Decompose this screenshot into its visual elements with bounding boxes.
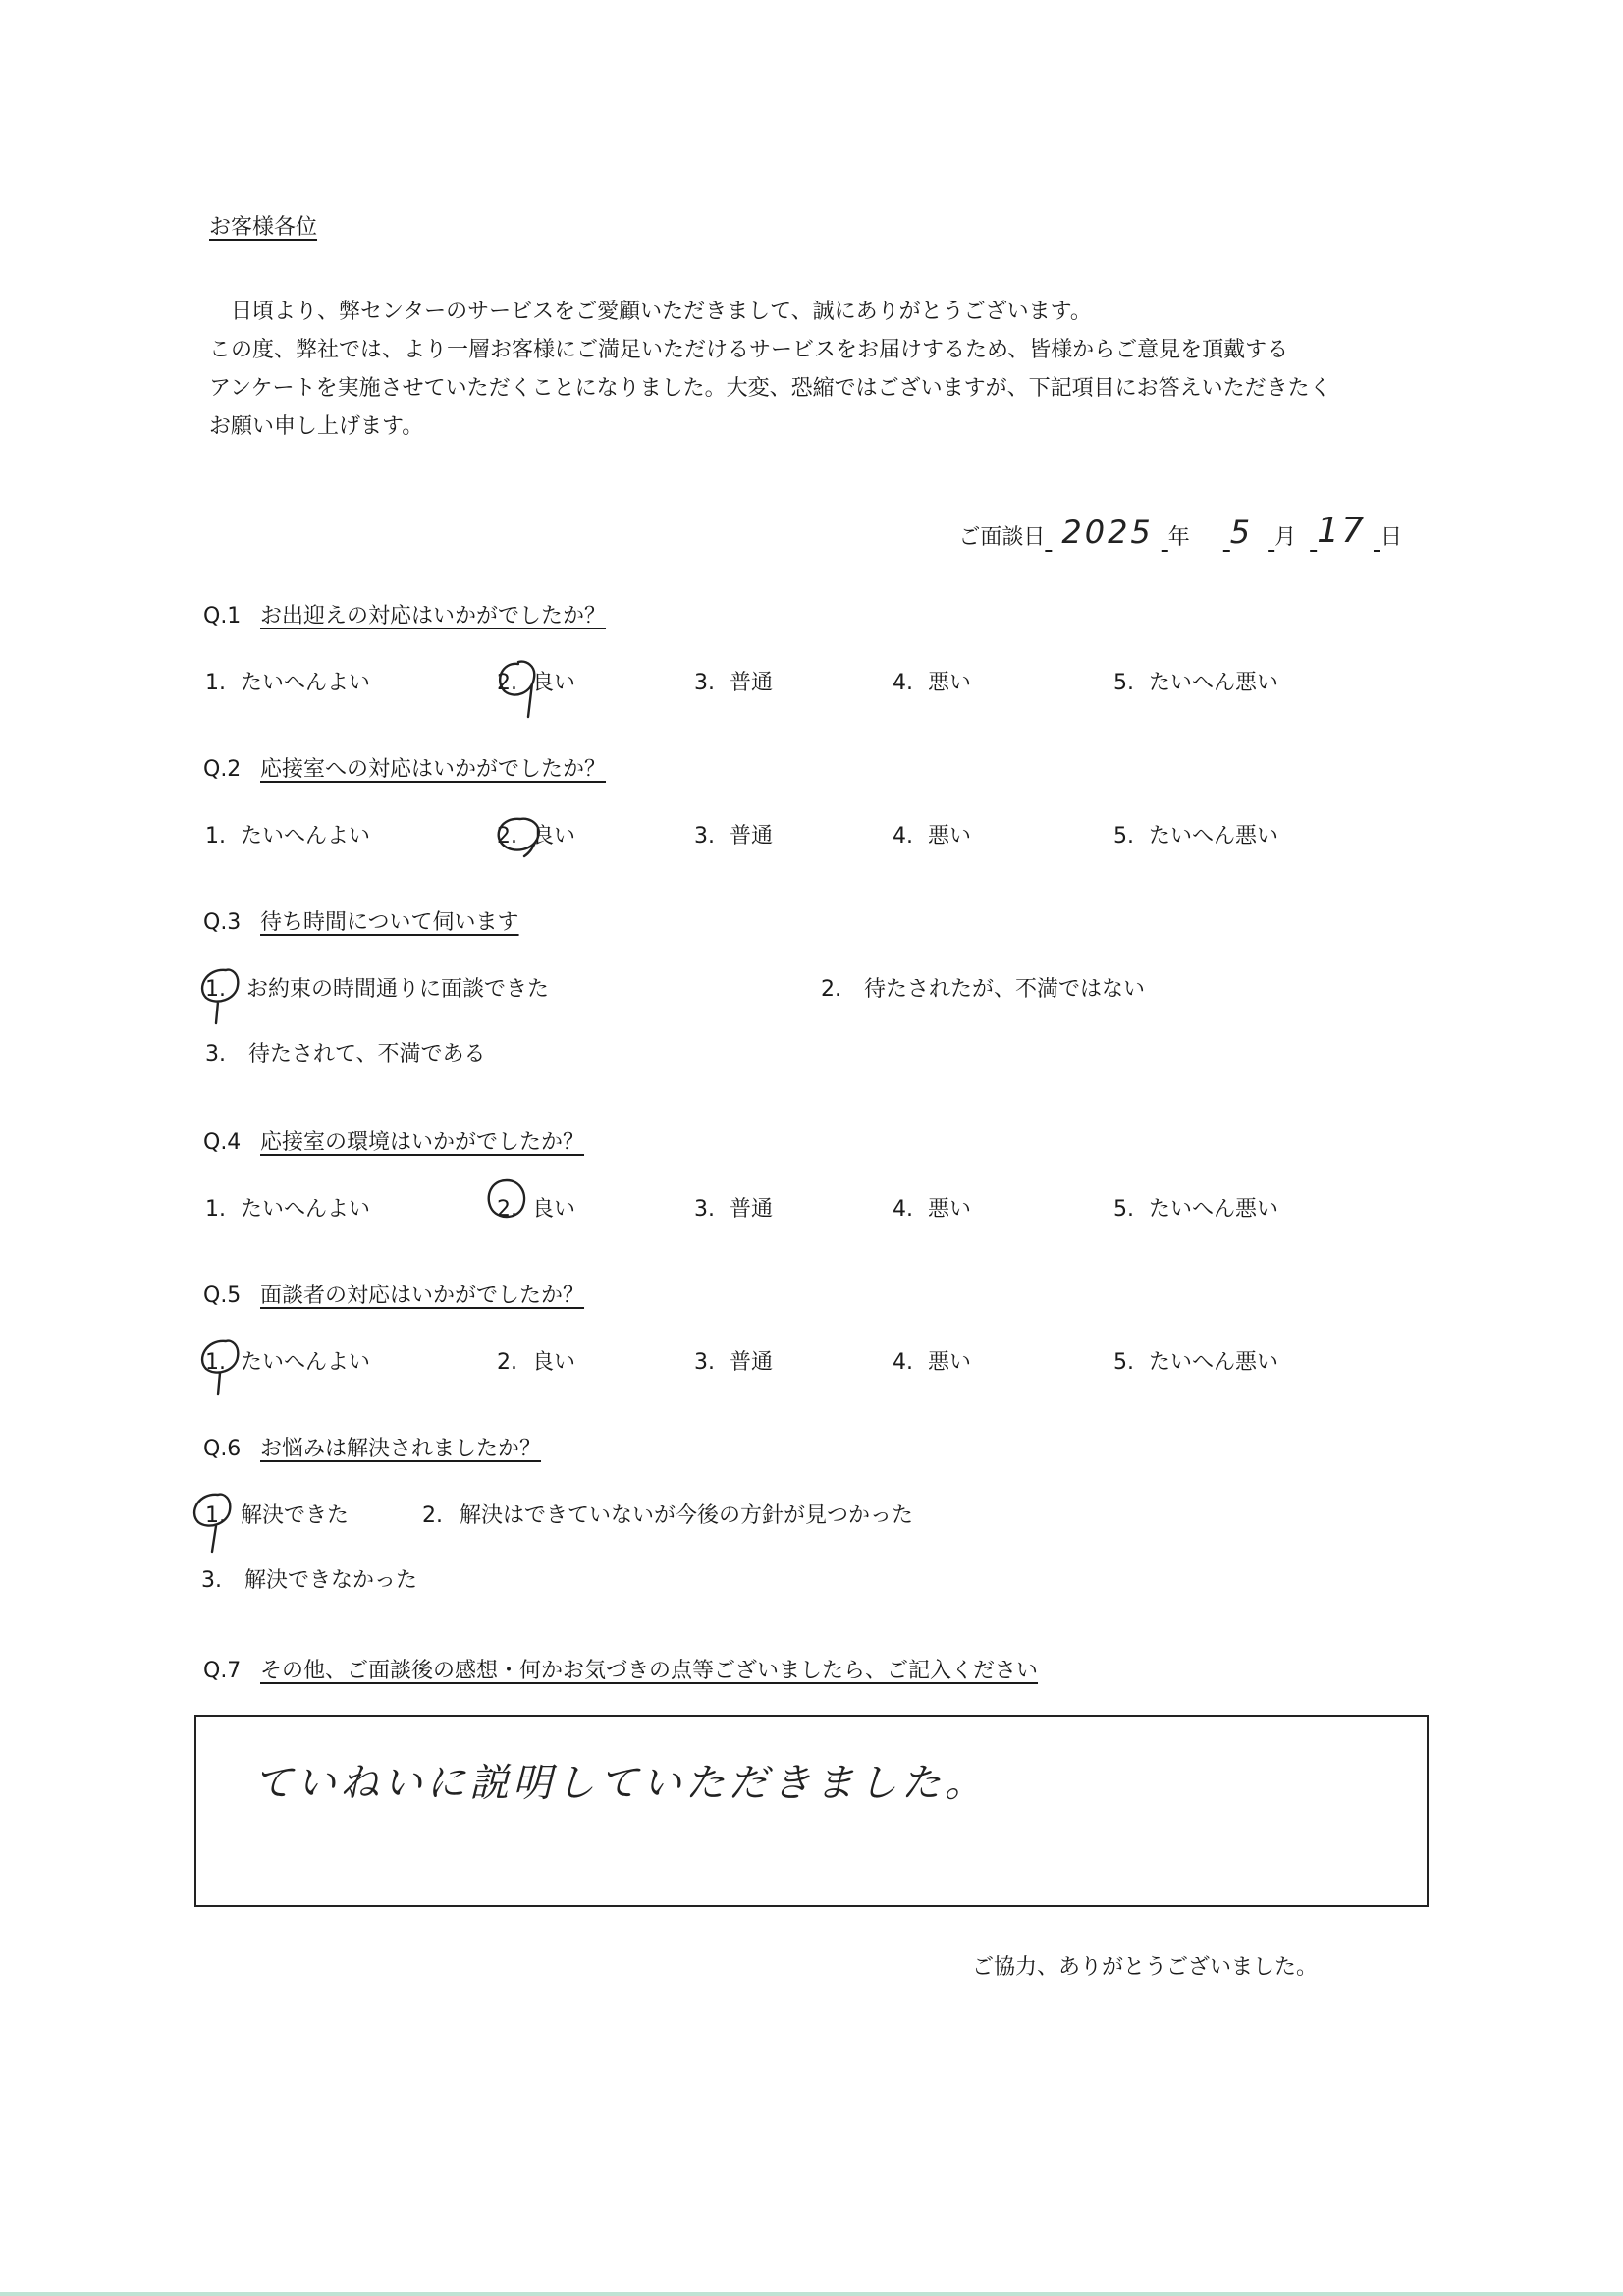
q4-option-5[interactable]: 5. たいへん悪い xyxy=(1113,1197,1279,1222)
question-number: Q.4 xyxy=(203,1130,242,1155)
q5-option-2[interactable]: 2. 良い xyxy=(497,1350,576,1375)
date-label: ご面談日 xyxy=(958,525,1046,550)
date-month-unit: 月 xyxy=(1274,525,1297,550)
closing-text: ご協力、ありがとうございました。 xyxy=(972,1955,1319,1980)
date-year: 2025 xyxy=(1061,514,1154,551)
q3-option-2[interactable]: 2. 待たされたが、不満ではない xyxy=(821,977,1146,1002)
q4-option-4[interactable]: 4. 悪い xyxy=(893,1197,972,1222)
date-day-unit: 日 xyxy=(1380,525,1402,550)
q4-option-3[interactable]: 3. 普通 xyxy=(694,1197,774,1222)
q5-option-5[interactable]: 5. たいへん悪い xyxy=(1113,1350,1279,1375)
question-text: 待ち時間について伺います xyxy=(260,910,519,935)
q5-option-3[interactable]: 3. 普通 xyxy=(694,1350,774,1375)
q1-option-2[interactable]: 2. 良い xyxy=(497,671,576,695)
question-text: 応接室への対応はいかがでしたか？ xyxy=(260,757,607,782)
q3-option-3[interactable]: 3. 待たされて、不満である xyxy=(205,1042,486,1066)
question-1 xyxy=(203,599,606,629)
q1-option-5[interactable]: 5. たいへん悪い xyxy=(1113,671,1279,695)
date-year-unit: 年 xyxy=(1167,525,1190,550)
question-4 xyxy=(203,1125,584,1156)
question-number: Q.1 xyxy=(203,604,242,629)
question-text: 面談者の対応はいかがでしたか？ xyxy=(260,1284,585,1308)
q1-option-4[interactable]: 4. 悪い xyxy=(893,671,972,695)
question-number: Q.6 xyxy=(203,1437,242,1461)
question-5 xyxy=(203,1279,584,1309)
q4-option-2[interactable]: 2. 良い xyxy=(497,1197,576,1222)
question-2 xyxy=(203,752,606,783)
intro-line: アンケートを実施させていただくことになりました。大変、恐縮ではございますが、下記項目にお答えいただきたく xyxy=(209,376,1331,401)
question-number: Q.2 xyxy=(203,757,242,782)
q6-option-3[interactable]: 3. 解決できなかった xyxy=(201,1568,418,1593)
question-7 xyxy=(203,1654,1038,1684)
comment-box[interactable] xyxy=(194,1715,1429,1907)
question-3 xyxy=(203,905,519,936)
salutation: お客様各位 xyxy=(209,215,318,240)
question-text: お出迎えの対応はいかがでしたか？ xyxy=(260,604,607,629)
q2-option-1[interactable]: 1. たいへんよい xyxy=(205,824,371,848)
page-bottom-edge xyxy=(0,2292,1623,2296)
question-text: お悩みは解決されましたか？ xyxy=(260,1437,542,1461)
question-number: Q.7 xyxy=(203,1659,242,1683)
q5-option-4[interactable]: 4. 悪い xyxy=(893,1350,972,1375)
intro-line: お願い申し上げます。 xyxy=(209,414,424,439)
intro-paragraph xyxy=(209,293,1427,446)
q3-option-1[interactable]: 1. お約束の時間通りに面談できた xyxy=(205,977,550,1002)
intro-line: この度、弊社では、より一層お客様にご満足いただけるサービスをお届けするため、皆様からご意見を頂戴する xyxy=(209,338,1289,362)
comment-handwriting: ていねいに説明していただきました。 xyxy=(253,1761,988,1806)
q4-option-1[interactable]: 1. たいへんよい xyxy=(205,1197,371,1222)
q2-option-4[interactable]: 4. 悪い xyxy=(893,824,972,848)
question-text: その他、ご面談後の感想・何かお気づきの点等ございましたら、ご記入ください xyxy=(260,1659,1039,1683)
q2-option-5[interactable]: 5. たいへん悪い xyxy=(1113,824,1279,848)
q5-option-1[interactable]: 1. たいへんよい xyxy=(205,1350,371,1375)
question-number: Q.5 xyxy=(203,1284,242,1308)
q2-option-3[interactable]: 3. 普通 xyxy=(694,824,774,848)
question-number: Q.3 xyxy=(203,910,242,935)
q6-option-2[interactable]: 2. 解決はできていないが今後の方針が見つかった xyxy=(422,1503,914,1528)
interview-date xyxy=(958,511,1402,554)
date-day: 17 xyxy=(1317,511,1366,551)
question-6 xyxy=(203,1432,541,1462)
q6-option-1[interactable]: 1. 解決できた xyxy=(205,1503,350,1528)
q1-option-1[interactable]: 1. たいへんよい xyxy=(205,671,371,695)
question-text: 応接室の環境はいかがでしたか？ xyxy=(260,1130,585,1155)
q2-option-2[interactable]: 2. 良い xyxy=(497,824,576,848)
date-month: 5 xyxy=(1229,514,1251,551)
intro-line: 日頃より、弊センターのサービスをご愛顧いただきまして、誠にありがとうございます。 xyxy=(231,300,1092,324)
q1-option-3[interactable]: 3. 普通 xyxy=(694,671,774,695)
